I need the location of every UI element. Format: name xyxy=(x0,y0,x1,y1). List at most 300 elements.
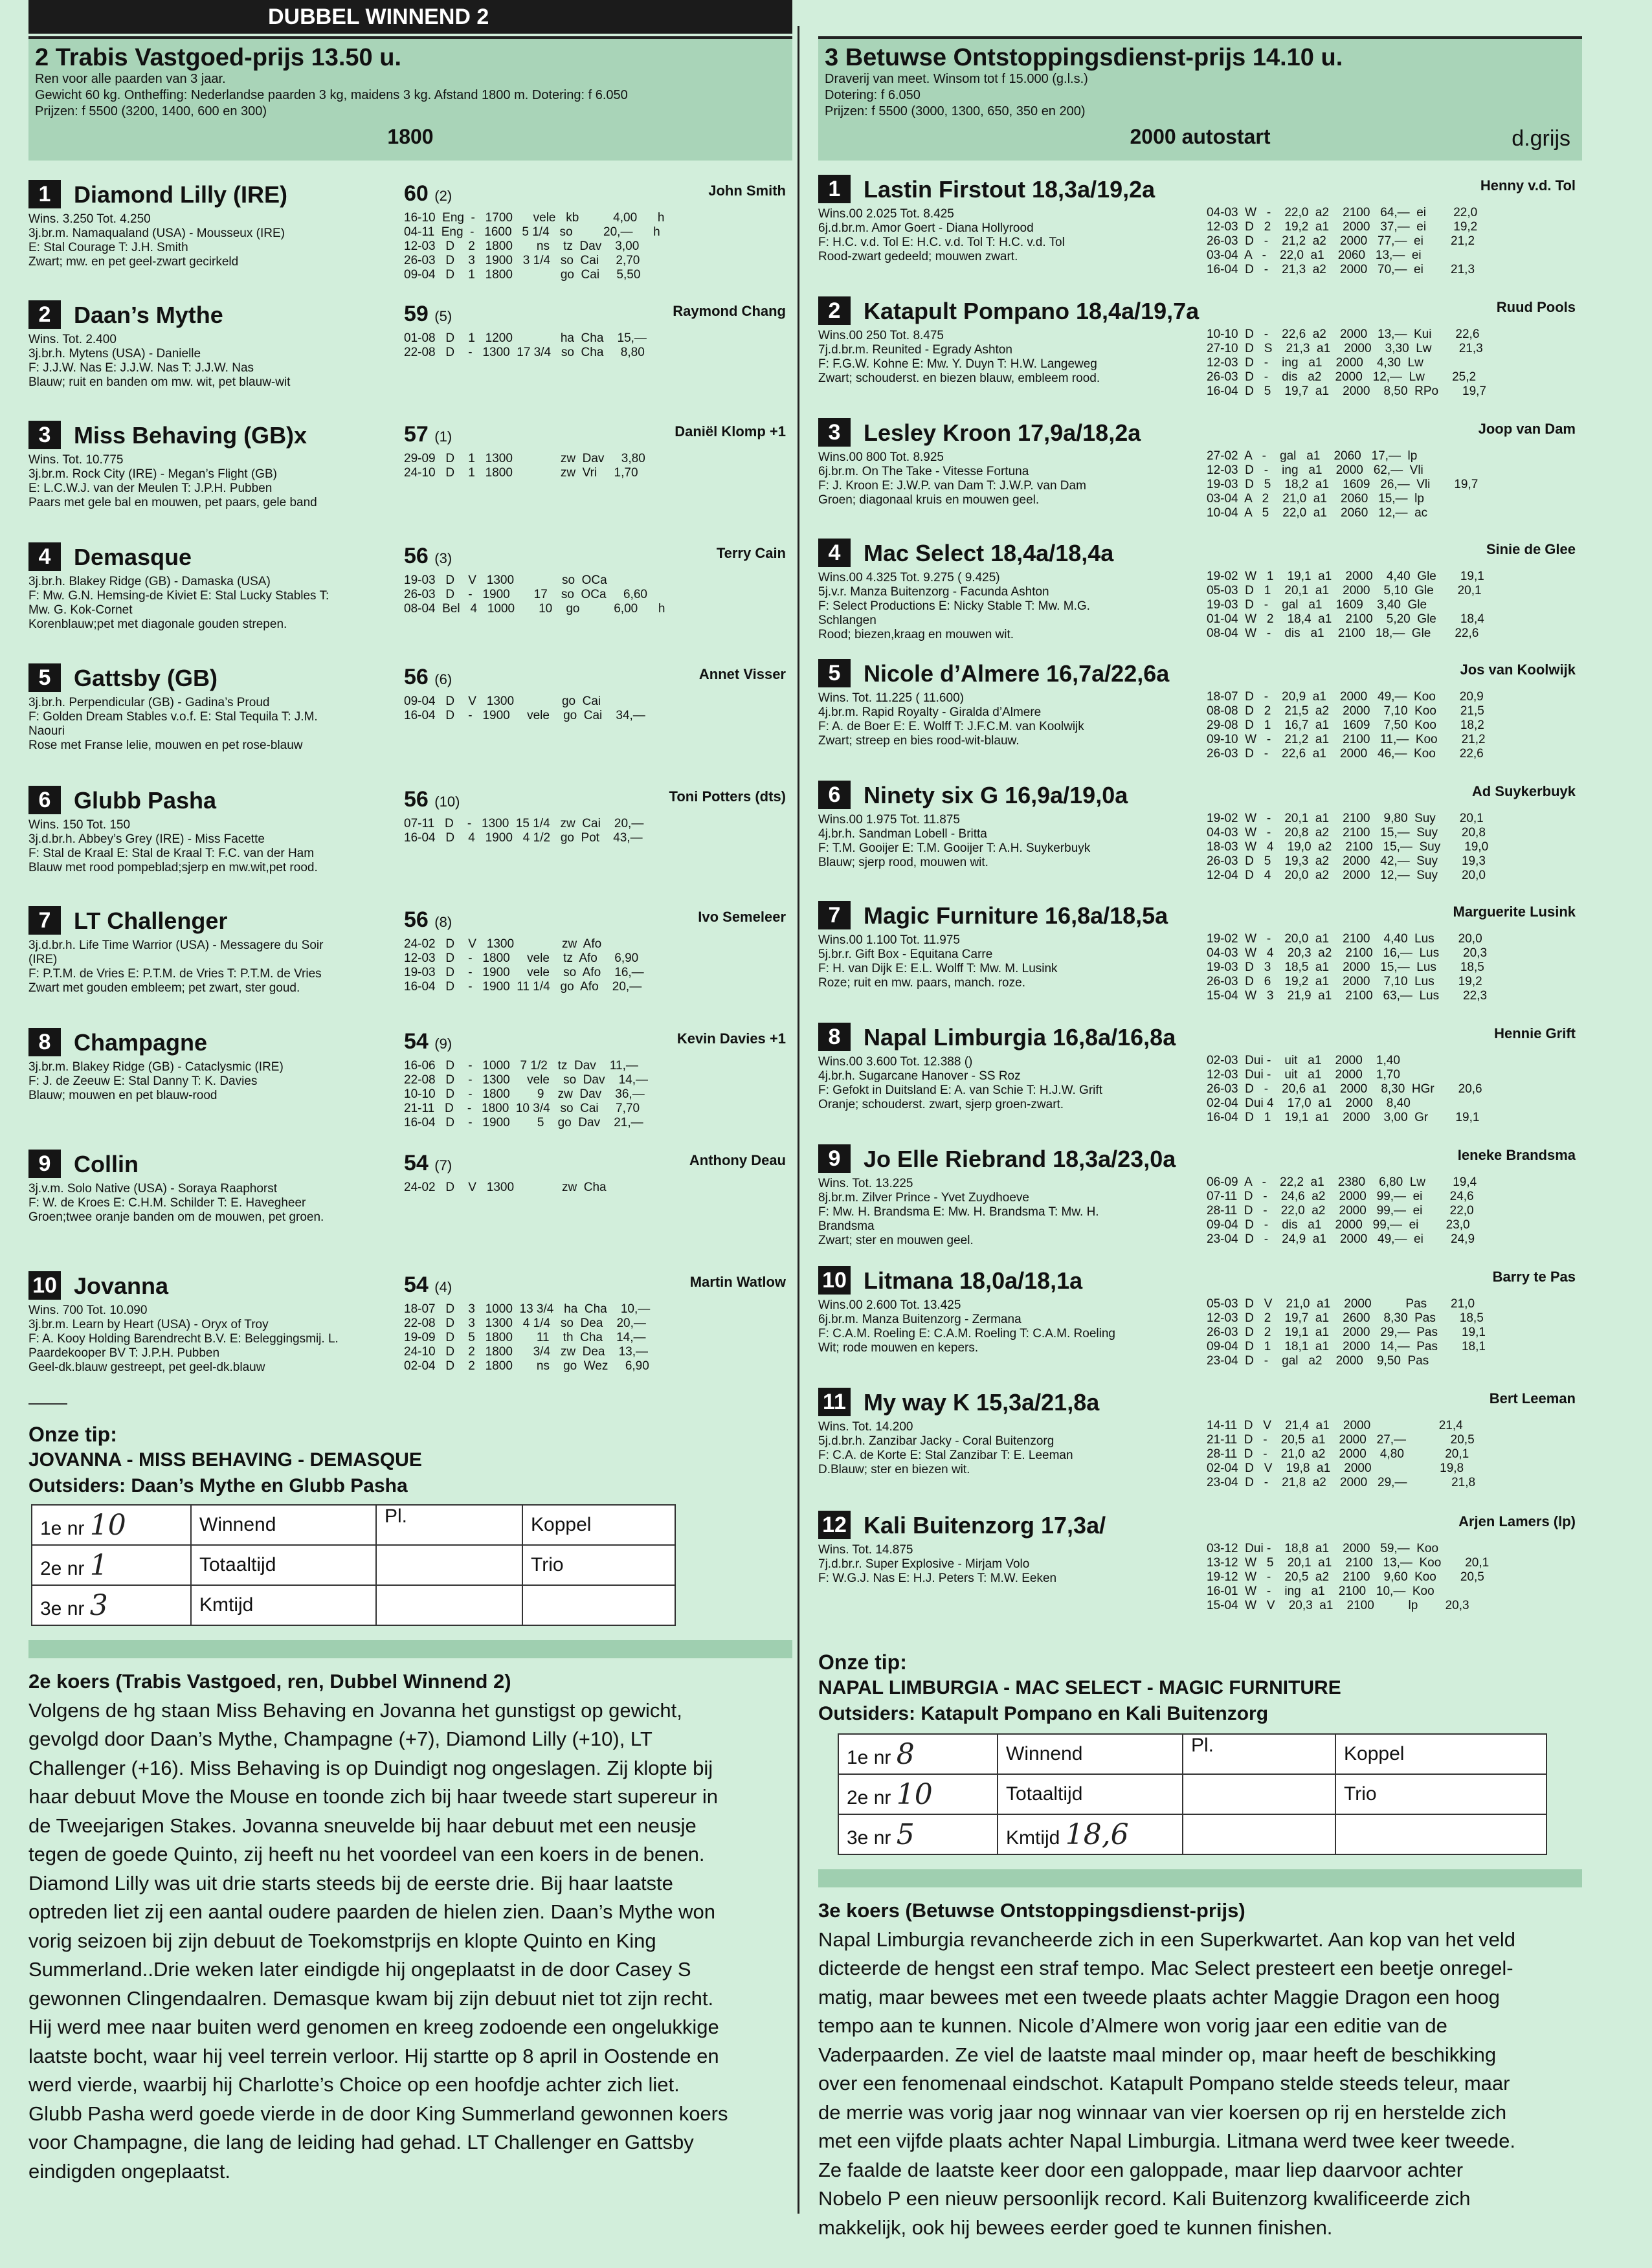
performance-line: 09-04 D 1 1800 go Cai 5,50 xyxy=(404,268,641,282)
horse-details xyxy=(818,1055,1200,1112)
horse-details xyxy=(28,1304,391,1375)
detail-line: 5j.d.br.h. Zanzibar Jacky - Coral Buitenzorg xyxy=(818,1434,1055,1448)
bet-row-label: 1e nr xyxy=(40,1517,85,1539)
detail-line: Wins.00 2.600 Tot. 13.425 xyxy=(818,1298,961,1312)
performance-line: 23-04 D - 21,8 a2 2000 29,— 21,8 xyxy=(1207,1476,1476,1489)
handwritten-time: 18,6 xyxy=(1065,1818,1129,1851)
jockey-name: Terry Cain xyxy=(716,545,786,561)
article-line: tempo aan te kunnen. Nicole d’Almere won vorig jaar een editie van de xyxy=(818,2014,1447,2037)
detail-line: Paars met gele bal en mouwen, pet paars, gele band xyxy=(28,496,317,509)
performance-line: 27-10 D S 21,3 a1 2000 3,30 Lw 21,3 xyxy=(1207,342,1483,355)
detail-line: Blauw met rood pompeblad;sjerp en mw.wit,pet rood. xyxy=(28,861,318,874)
article-line: optreden liet zij een aantal oudere paarden de hielen zien. Daan’s Mythe won xyxy=(28,1900,716,1923)
detail-line: Wins. Tot. 10.775 xyxy=(28,453,124,467)
detail-line: Roze; ruit en mw. paars, manch. roze. xyxy=(818,976,1025,990)
performance-record xyxy=(1207,812,1582,883)
bet-type-cell[interactable] xyxy=(998,1734,1183,1774)
performance-line: 26-03 D - dis a2 2000 12,— Lw 25,2 xyxy=(1207,370,1477,384)
jockey-name: Annet Visser xyxy=(698,666,786,682)
performance-line: 16-10 Eng - 1700 vele kb 4,00 h xyxy=(404,211,665,225)
horse-number: 4 xyxy=(818,539,851,567)
detail-line: F: Mw. G.N. Hemsing-de Kiviet E: Stal Lucky Stables T: xyxy=(28,589,329,603)
horse-details xyxy=(818,1420,1200,1477)
driver-name: Joop van Dam xyxy=(1478,421,1576,437)
place-cell[interactable] xyxy=(376,1585,522,1625)
horse-entry xyxy=(28,542,792,659)
detail-line: Groen;twee oranje banden om de mouwen, pet groen. xyxy=(28,1210,324,1224)
article-line: voor Champagne, die lang de leiding had gehad. LT Challenger en Gattsby xyxy=(28,2131,694,2153)
horse-details xyxy=(818,691,1200,748)
performance-line: 13-12 W 5 20,1 a1 2100 13,— Koo 20,1 xyxy=(1207,1556,1490,1570)
horse-name: Ninety six G 16,9a/19,0a xyxy=(864,782,1128,808)
weight-value: 54 xyxy=(404,1029,429,1054)
horse-name: Katapult Pompano 18,4a/19,7a xyxy=(864,298,1200,324)
handwritten-number: 10 xyxy=(89,1508,126,1542)
place-cell[interactable] xyxy=(1183,1774,1335,1814)
driver-name: Ruud Pools xyxy=(1496,299,1576,315)
detail-line: Wins. Tot. 13.225 xyxy=(818,1177,913,1190)
performance-line: 19-02 W 1 19,1 a1 2000 4,40 Gle 19,1 xyxy=(1207,570,1484,583)
horse-entry xyxy=(818,1266,1582,1383)
detail-line: Wins.00 800 Tot. 8.925 xyxy=(818,450,944,464)
bet-number-cell[interactable] xyxy=(838,1814,998,1854)
tip-outsiders: Outsiders: Katapult Pompano en Kali Buitenzorg xyxy=(818,1703,1269,1724)
horse-number: 10 xyxy=(28,1271,61,1300)
performance-line: 22-08 D 3 1300 4 1/4 so Dea 20,— xyxy=(404,1317,646,1330)
performance-line: 03-12 Dui - 18,8 a1 2000 59,— Koo xyxy=(1207,1542,1439,1555)
driver-name: Arjen Lamers (lp) xyxy=(1458,1513,1576,1529)
horse-weight xyxy=(404,1151,452,1176)
performance-line: 15-04 W V 20,3 a1 2100 lp 20,3 xyxy=(1207,1599,1469,1612)
performance-line: 12-03 D - ing a1 2000 62,— Vli xyxy=(1207,463,1423,477)
detail-line: F: F.G.W. Kohne E: Mw. Y. Duyn T: H.W. Langeweg xyxy=(818,357,1097,371)
place-label: Pl. xyxy=(1191,1735,1214,1756)
place-label: Pl. xyxy=(385,1506,408,1527)
detail-line: 3j.br.h. Perpendicular (GB) - Gadina’s Proud xyxy=(28,696,270,709)
performance-line: 12-03 Dui - uit a1 2000 1,70 xyxy=(1207,1068,1400,1082)
race-title: 2 Trabis Vastgoed-prijs 13.50 u. xyxy=(35,44,402,71)
horse-number: 3 xyxy=(818,418,851,447)
detail-line: Wins.00 4.325 Tot. 9.275 ( 9.425) xyxy=(818,571,1000,584)
our-tip xyxy=(818,1649,1582,1727)
left-column xyxy=(28,0,792,2268)
handwritten-number: 8 xyxy=(896,1737,915,1771)
detail-line: Groen; diagonaal kruis en mouwen geel. xyxy=(818,493,1040,507)
driver-name: Marguerite Lusink xyxy=(1453,904,1576,920)
detail-line: F: J.J.W. Nas E: J.J.W. Nas T: J.J.W. Nas xyxy=(28,361,254,375)
weight-value: 60 xyxy=(404,181,429,206)
bet-number-cell[interactable] xyxy=(32,1505,191,1545)
performance-record xyxy=(404,817,792,845)
weight-value: 57 xyxy=(404,422,429,447)
article-line: werd vierde, waarbij hij Charlotte’s Choice op een hoofdje achter zich liet. xyxy=(28,2073,680,2096)
performance-line: 02-04 Dui 4 17,0 a1 2000 8,40 xyxy=(1207,1096,1411,1110)
performance-line: 18-03 W 4 19,0 a2 2100 15,— Suy 19,0 xyxy=(1207,840,1489,854)
performance-line: 22-08 D - 1300 vele so Dav 14,— xyxy=(404,1073,649,1087)
extra-bet-cell[interactable] xyxy=(522,1505,675,1545)
performance-line: 19-09 D 5 1800 11 th Cha 14,— xyxy=(404,1331,646,1344)
detail-line: 3j.v.m. Solo Native (USA) - Soraya Raaphorst xyxy=(28,1182,278,1195)
performance-line: 19-02 W - 20,0 a1 2100 4,40 Lus 20,0 xyxy=(1207,932,1482,946)
performance-record xyxy=(1207,1542,1582,1613)
performance-line: 21-11 D - 1800 10 3/4 so Cai 7,70 xyxy=(404,1102,640,1115)
article-line: Vaderpaarden. Ze viel de laatste maal minder op, maar heeft de beschikking xyxy=(818,2043,1497,2066)
detail-line: Wins. Tot. 11.225 ( 11.600) xyxy=(818,691,964,705)
detail-line: E: Stal Courage T: J.H. Smith xyxy=(28,241,188,254)
horse-number: 12 xyxy=(818,1511,851,1539)
bet-type: Totaaltijd xyxy=(1006,1783,1083,1805)
extra-bet-cell[interactable] xyxy=(1335,1814,1546,1854)
detail-line: Wins.00 1.975 Tot. 11.875 xyxy=(818,813,961,827)
detail-line: 6j.br.m. On The Take - Vitesse Fortuna xyxy=(818,465,1029,478)
extra-bet: Trio xyxy=(531,1554,564,1575)
horse-name: Gattsby (GB) xyxy=(74,665,218,691)
performance-record xyxy=(1207,328,1582,399)
detail-line: 3j.br.m. Namaqualand (USA) - Mousseux (IRE) xyxy=(28,227,285,240)
performance-record xyxy=(1207,932,1582,1003)
horse-weight xyxy=(404,1029,452,1054)
race-condition-line: Dotering: f 6.050 xyxy=(825,88,921,102)
horse-number: 3 xyxy=(28,421,61,449)
horse-name: Champagne xyxy=(74,1029,208,1056)
performance-line: 10-10 D - 22,6 a2 2000 13,— Kui 22,6 xyxy=(1207,328,1480,341)
horse-weight xyxy=(404,181,452,206)
bet-type: Totaaltijd xyxy=(199,1554,276,1575)
article-line: gewonnen Clingendaalren. Demasque kwam bij zijn debuut niet tot zijn recht. xyxy=(28,1986,714,2010)
horse-details xyxy=(818,1543,1200,1586)
race-title: 3 Betuwse Ontstoppingsdienst-prijs 14.10 u. xyxy=(825,44,1343,71)
horse-name: Mac Select 18,4a/18,4a xyxy=(864,540,1114,566)
weight-value: 59 xyxy=(404,302,429,326)
detail-line: Rose met Franse lelie, mouwen en pet rose-blauw xyxy=(28,739,303,752)
weight-value: 54 xyxy=(404,1151,429,1175)
horse-name: Diamond Lilly (IRE) xyxy=(74,181,288,208)
driver-name: Barry te Pas xyxy=(1492,1269,1576,1285)
horse-entry xyxy=(28,663,792,780)
performance-line: 29-08 D 1 16,7 a1 1609 7,50 Koo 18,2 xyxy=(1207,718,1484,732)
bet-number-cell[interactable] xyxy=(32,1545,191,1585)
performance-line: 16-04 D 4 1900 4 1/2 go Pot 43,— xyxy=(404,831,643,845)
race-condition-line: Prijzen: f 5500 (3200, 1400, 600 en 300) xyxy=(35,104,267,118)
bet-number-cell[interactable] xyxy=(838,1734,998,1774)
horse-details xyxy=(28,1060,391,1103)
bet-type-cell[interactable] xyxy=(191,1545,376,1585)
detail-line: 8j.br.m. Zilver Prince - Yvet Zuydhoeve xyxy=(818,1191,1029,1205)
driver-name: Sinie de Glee xyxy=(1486,541,1576,557)
starting-position: (7) xyxy=(434,1157,452,1173)
bet-form xyxy=(838,1733,1547,1855)
performance-line: 07-11 D - 1300 15 1/4 zw Cai 20,— xyxy=(404,817,644,830)
performance-line: 16-04 D - 1900 5 go Dav 21,— xyxy=(404,1116,643,1129)
detail-line: 3j.br.m. Learn by Heart (USA) - Oryx of Troy xyxy=(28,1318,269,1331)
detail-line: F: A. Kooy Holding Barendrecht B.V. E: Beleggingsmij. L. xyxy=(28,1332,339,1346)
separator-bar xyxy=(818,1869,1582,1887)
horse-entry xyxy=(818,781,1582,897)
performance-record xyxy=(1207,1054,1582,1125)
extra-bet-cell[interactable] xyxy=(1335,1774,1546,1814)
horse-number: 9 xyxy=(818,1144,851,1173)
performance-line: 12-04 D 4 20,0 a2 2000 12,— Suy 20,0 xyxy=(1207,869,1486,882)
horse-name: Daan’s Mythe xyxy=(74,302,223,328)
detail-line: Blauw; mouwen en pet blauw-rood xyxy=(28,1089,218,1102)
horse-entry xyxy=(28,1150,792,1266)
horse-weight xyxy=(404,787,460,812)
horse-weight xyxy=(404,907,452,933)
driver-name: Henny v.d. Tol xyxy=(1480,177,1576,194)
performance-record xyxy=(1207,690,1582,761)
detail-line: Wins. 700 Tot. 10.090 xyxy=(28,1304,148,1317)
detail-line: E: L.C.W.J. van der Meulen T: J.P.H. Pubben xyxy=(28,482,273,495)
place-cell[interactable] xyxy=(376,1505,522,1545)
bet-number-cell[interactable] xyxy=(838,1774,998,1814)
bet-type-cell[interactable] xyxy=(998,1774,1183,1814)
performance-line: 05-03 D V 21,0 a1 2000 Pas 21,0 xyxy=(1207,1297,1475,1311)
place-cell[interactable] xyxy=(1183,1734,1335,1774)
detail-line: Zwart; streep en bies rood-wit-blauw. xyxy=(818,734,1020,748)
jockey-name: Martin Watlow xyxy=(689,1274,786,1290)
performance-line: 01-04 W 2 18,4 a1 2100 5,20 Gle 18,4 xyxy=(1207,612,1484,626)
extra-bet-cell[interactable] xyxy=(522,1545,675,1585)
detail-line: Naouri xyxy=(28,724,65,738)
detail-line: F: A. de Boer E: E. Wolff T: J.F.C.M. van Koolwijk xyxy=(818,720,1084,733)
performance-record xyxy=(1207,206,1582,277)
performance-line: 16-06 D - 1000 7 1/2 tz Dav 11,— xyxy=(404,1059,638,1073)
article-line: Nobelo P een nieuw persoonlijk record. Kali Buitenzorg kwalificeerde zich xyxy=(818,2187,1471,2210)
driver-name: Jos van Koolwijk xyxy=(1460,662,1576,678)
performance-line: 09-10 W - 21,2 a1 2100 11,— Koo 21,2 xyxy=(1207,733,1486,746)
performance-line: 24-10 D 1 1800 zw Vri 1,70 xyxy=(404,466,638,480)
detail-line: F: W. de Kroes E: C.H.M. Schilder T: E. Havegheer xyxy=(28,1196,306,1210)
horse-name: Litmana 18,0a/18,1a xyxy=(864,1267,1083,1294)
performance-line: 16-01 W - ing a1 2100 10,— Koo xyxy=(1207,1584,1434,1598)
horse-name: Miss Behaving (GB)x xyxy=(74,422,307,449)
performance-line: 19-02 W - 20,1 a1 2100 9,80 Suy 20,1 xyxy=(1207,812,1484,825)
horse-entry xyxy=(28,421,792,537)
performance-record xyxy=(1207,449,1582,520)
detail-line: 3j.d.br.h. Abbey’s Grey (IRE) - Miss Facette xyxy=(28,832,265,846)
horse-weight xyxy=(404,665,452,690)
horse-entry xyxy=(28,1271,792,1388)
horse-weight xyxy=(404,1273,452,1298)
starting-position: (3) xyxy=(434,550,452,566)
detail-line: Rood; biezen,kraag en mouwen wit. xyxy=(818,628,1014,641)
detail-line: 3j.br.m. Blakey Ridge (GB) - Cataclysmic (IRE) xyxy=(28,1060,284,1074)
detail-line: Mw. G. Kok-Cornet xyxy=(28,603,133,617)
race-preview-article xyxy=(28,1667,792,2186)
horse-entry xyxy=(818,1023,1582,1139)
horse-number: 2 xyxy=(28,300,61,329)
detail-line: Zwart; ster en mouwen geel. xyxy=(818,1234,974,1247)
bet-row-label: 3e nr xyxy=(847,1827,891,1849)
horse-details xyxy=(28,333,391,390)
extra-bet-cell[interactable] xyxy=(522,1585,675,1625)
performance-line: 01-08 D 1 1200 ha Cha 15,— xyxy=(404,331,647,345)
performance-line: 07-11 D - 24,6 a2 2000 99,— ei 24,6 xyxy=(1207,1190,1474,1203)
horse-number: 6 xyxy=(28,786,61,814)
handwritten-number: 10 xyxy=(896,1777,933,1811)
detail-line: 3j.br.m. Rock City (IRE) - Megan’s Flight (GB) xyxy=(28,467,277,481)
horse-weight xyxy=(404,544,452,569)
horse-details xyxy=(28,818,391,875)
horse-details xyxy=(28,453,391,510)
detail-line: Wins.00 2.025 Tot. 8.425 xyxy=(818,207,954,221)
jockey-name: Toni Potters (dts) xyxy=(669,788,786,805)
horse-entry xyxy=(818,296,1582,413)
article-line: Napal Limburgia revancheerde zich in een Superkwartet. Aan kop van het veld xyxy=(818,1928,1516,1951)
horse-number: 1 xyxy=(818,175,851,203)
detail-line: Brandsma xyxy=(818,1219,875,1233)
article-line: Glubb Pasha werd goede vierde in de door King Summerland gewonnen koers xyxy=(28,2102,728,2125)
detail-line: 6j.d.br.m. Amor Goert - Diana Hollyrood xyxy=(818,221,1034,235)
horse-details xyxy=(28,1182,391,1225)
place-cell[interactable] xyxy=(1183,1814,1335,1854)
horse-weight xyxy=(404,302,452,327)
tip-selection: NAPAL LIMBURGIA - MAC SELECT - MAGIC FURNITURE xyxy=(818,1677,1341,1698)
detail-line: 7j.d.br.m. Reunited - Egrady Ashton xyxy=(818,343,1012,357)
performance-line: 04-03 W - 22,0 a2 2100 64,— ei 22,0 xyxy=(1207,206,1478,219)
starting-position: (10) xyxy=(434,794,460,810)
bet-number-cell[interactable] xyxy=(32,1585,191,1625)
horse-number: 5 xyxy=(818,659,851,687)
race-start-type: 2000 autostart xyxy=(1130,125,1271,148)
horse-number: 8 xyxy=(818,1023,851,1051)
performance-line: 21-11 D - 20,5 a1 2000 27,— 20,5 xyxy=(1207,1433,1475,1447)
starting-position: (9) xyxy=(434,1036,452,1052)
horse-name: Napal Limburgia 16,8a/16,8a xyxy=(864,1024,1176,1051)
horse-details xyxy=(818,450,1200,507)
horse-details xyxy=(28,575,391,632)
weight-value: 56 xyxy=(404,544,429,568)
bet-row-label: 1e nr xyxy=(847,1746,891,1768)
detail-line: Blauw; sjerp rood, mouwen wit. xyxy=(818,856,988,869)
performance-line: 03-04 A 2 21,0 a1 2060 15,— lp xyxy=(1207,492,1424,506)
article-line: Diamond Lilly was uit drie starts steeds bij de eerste drie. Bij haar laatste xyxy=(28,1871,673,1895)
our-tip xyxy=(28,1421,792,1499)
article-line: haar debuut Move the Mouse en toonde zich bij haar tweede start supereur in xyxy=(28,1785,718,1808)
performance-line: 28-11 D - 21,0 a2 2000 4,80 20,1 xyxy=(1207,1447,1469,1461)
jockey-name: Kevin Davies +1 xyxy=(676,1030,786,1047)
performance-line: 26-03 D 5 19,3 a2 2000 42,— Suy 19,3 xyxy=(1207,854,1486,868)
bet-type: Winnend xyxy=(199,1514,276,1535)
horse-name: Jovanna xyxy=(74,1273,169,1299)
performance-line: 26-03 D - 20,6 a1 2000 8,30 HGr 20,6 xyxy=(1207,1082,1482,1096)
horse-name: LT Challenger xyxy=(74,907,228,934)
bet-row-label: 3e nr xyxy=(40,1597,85,1619)
weight-value: 54 xyxy=(404,1273,429,1297)
horse-entry xyxy=(818,539,1582,655)
separator-tick xyxy=(28,1403,67,1405)
performance-line: 12-03 D 2 1800 ns tz Dav 3,00 xyxy=(404,239,640,253)
detail-line: Blauw; ruit en banden om mw. wit, pet blauw-wit xyxy=(28,375,291,389)
horse-details xyxy=(28,696,391,753)
extra-bet: Koppel xyxy=(1344,1743,1405,1764)
performance-line: 19-03 D V 1300 so OCa xyxy=(404,573,607,587)
performance-record xyxy=(404,1181,792,1195)
performance-line: 09-04 D - dis a1 2000 99,— ei 23,0 xyxy=(1207,1218,1470,1232)
handwritten-number: 5 xyxy=(896,1818,915,1851)
horse-name: Lastin Firstout 18,3a/19,2a xyxy=(864,176,1155,203)
performance-line: 08-08 D 2 21,5 a2 2000 7,10 Koo 21,5 xyxy=(1207,704,1484,718)
article-line: vorig seizoen bij zijn debuut de Toekomstprijs en klopte Quinto en King xyxy=(28,1929,656,1952)
performance-line: 16-04 D - 1900 11 1/4 go Afo 20,— xyxy=(404,980,642,994)
detail-line: Wins. 150 Tot. 150 xyxy=(28,818,131,832)
starting-position: (8) xyxy=(434,914,452,930)
performance-line: 09-04 D 1 18,1 a1 2000 14,— Pas 18,1 xyxy=(1207,1340,1486,1353)
horse-entry xyxy=(28,786,792,902)
right-column xyxy=(818,0,1582,2268)
bet-form xyxy=(31,1504,676,1626)
weight-value: 56 xyxy=(404,665,429,689)
horse-name: Demasque xyxy=(74,544,192,570)
detail-line: F: Golden Dream Stables v.o.f. E: Stal Tequila T: J.M. xyxy=(28,710,318,724)
horse-entry xyxy=(28,300,792,417)
detail-line: F: C.A.M. Roeling E: C.A.M. Roeling T: C.A.M. Roeling xyxy=(818,1327,1115,1340)
detail-line: F: Select Productions E: Nicky Stable T: Mw. M.G. xyxy=(818,599,1090,613)
horse-number: 4 xyxy=(28,542,61,571)
performance-line: 29-09 D 1 1300 zw Dav 3,80 xyxy=(404,452,645,465)
detail-line: Wins. Tot. 2.400 xyxy=(28,333,117,346)
horse-entry xyxy=(818,1388,1582,1504)
performance-record xyxy=(1207,1297,1582,1368)
bet-row-label: 2e nr xyxy=(40,1557,85,1579)
horse-number: 10 xyxy=(818,1266,851,1295)
bet-type-cell[interactable] xyxy=(191,1505,376,1545)
performance-line: 14-11 D V 21,4 a1 2000 21,4 xyxy=(1207,1419,1463,1432)
detail-line: Wins. Tot. 14.875 xyxy=(818,1543,913,1557)
bet-type: Kmtijd xyxy=(199,1594,254,1616)
column-divider xyxy=(798,26,799,2214)
performance-line: 18-07 D - 20,9 a1 2000 49,— Koo 20,9 xyxy=(1207,690,1484,704)
bet-type-cell[interactable] xyxy=(998,1814,1183,1854)
detail-line: Zwart; schouderst. en biezen blauw, embleem rood. xyxy=(818,372,1100,385)
tip-title: Onze tip: xyxy=(818,1651,907,1674)
horse-entry xyxy=(818,175,1582,291)
horse-name: Glubb Pasha xyxy=(74,787,217,814)
horse-entry xyxy=(818,659,1582,775)
performance-line: 09-04 D V 1300 go Cai xyxy=(404,695,601,708)
horse-number: 5 xyxy=(28,663,61,692)
detail-line: F: J. de Zeeuw E: Stal Danny T: K. Davies xyxy=(28,1074,258,1088)
horse-entry xyxy=(28,180,792,296)
place-cell[interactable] xyxy=(376,1545,522,1585)
bet-type-cell[interactable] xyxy=(191,1585,376,1625)
jockey-name: Daniël Klomp +1 xyxy=(675,423,786,439)
detail-line: F: T.M. Gooijer E: T.M. Gooijer T: A.H. Suykerbuyk xyxy=(818,841,1091,855)
race-distance: 1800 xyxy=(387,125,434,148)
detail-line: D.Blauw; ster en biezen wit. xyxy=(818,1463,970,1476)
detail-line: Rood-zwart gedeeld; mouwen zwart. xyxy=(818,250,1018,263)
detail-line: Wins.00 250 Tot. 8.475 xyxy=(818,329,944,342)
performance-line: 16-04 D 1 19,1 a1 2000 3,00 Gr 19,1 xyxy=(1207,1111,1480,1124)
race-header xyxy=(818,36,1582,161)
performance-line: 04-11 Eng - 1600 5 1/4 so 20,— h xyxy=(404,225,660,239)
horse-details xyxy=(818,933,1200,990)
performance-line: 08-04 Bel 4 1000 10 go 6,00 h xyxy=(404,602,665,616)
performance-line: 04-03 W - 20,8 a2 2100 15,— Suy 20,8 xyxy=(1207,826,1486,839)
race-condition-line: Draverij van meet. Winsom tot f 15.000 (g.l.s.) xyxy=(825,72,1088,86)
detail-line: F: J. Kroon E: J.W.P. van Dam T: J.W.P. van Dam xyxy=(818,479,1086,493)
horse-name: Kali Buitenzorg 17,3a/ xyxy=(864,1512,1106,1539)
article-line: gevolgd door Daan’s Mythe, Champagne (+7), Diamond Lilly (+10), LT xyxy=(28,1728,653,1750)
horse-entry xyxy=(818,1511,1582,1627)
performance-line: 16-04 D - 21,3 a2 2000 70,— ei 21,3 xyxy=(1207,263,1475,276)
separator-bar xyxy=(28,1640,792,1658)
performance-line: 23-04 D - 24,9 a1 2000 49,— ei 24,9 xyxy=(1207,1232,1475,1246)
tip-selection: JOVANNA - MISS BEHAVING - DEMASQUE xyxy=(28,1449,422,1471)
performance-line: 19-03 D - gal a1 1609 3,40 Gle xyxy=(1207,598,1427,612)
detail-line: F: C.A. de Korte E: Stal Zanzibar T: E. Leeman xyxy=(818,1449,1073,1462)
extra-bet-cell[interactable] xyxy=(1335,1734,1546,1774)
